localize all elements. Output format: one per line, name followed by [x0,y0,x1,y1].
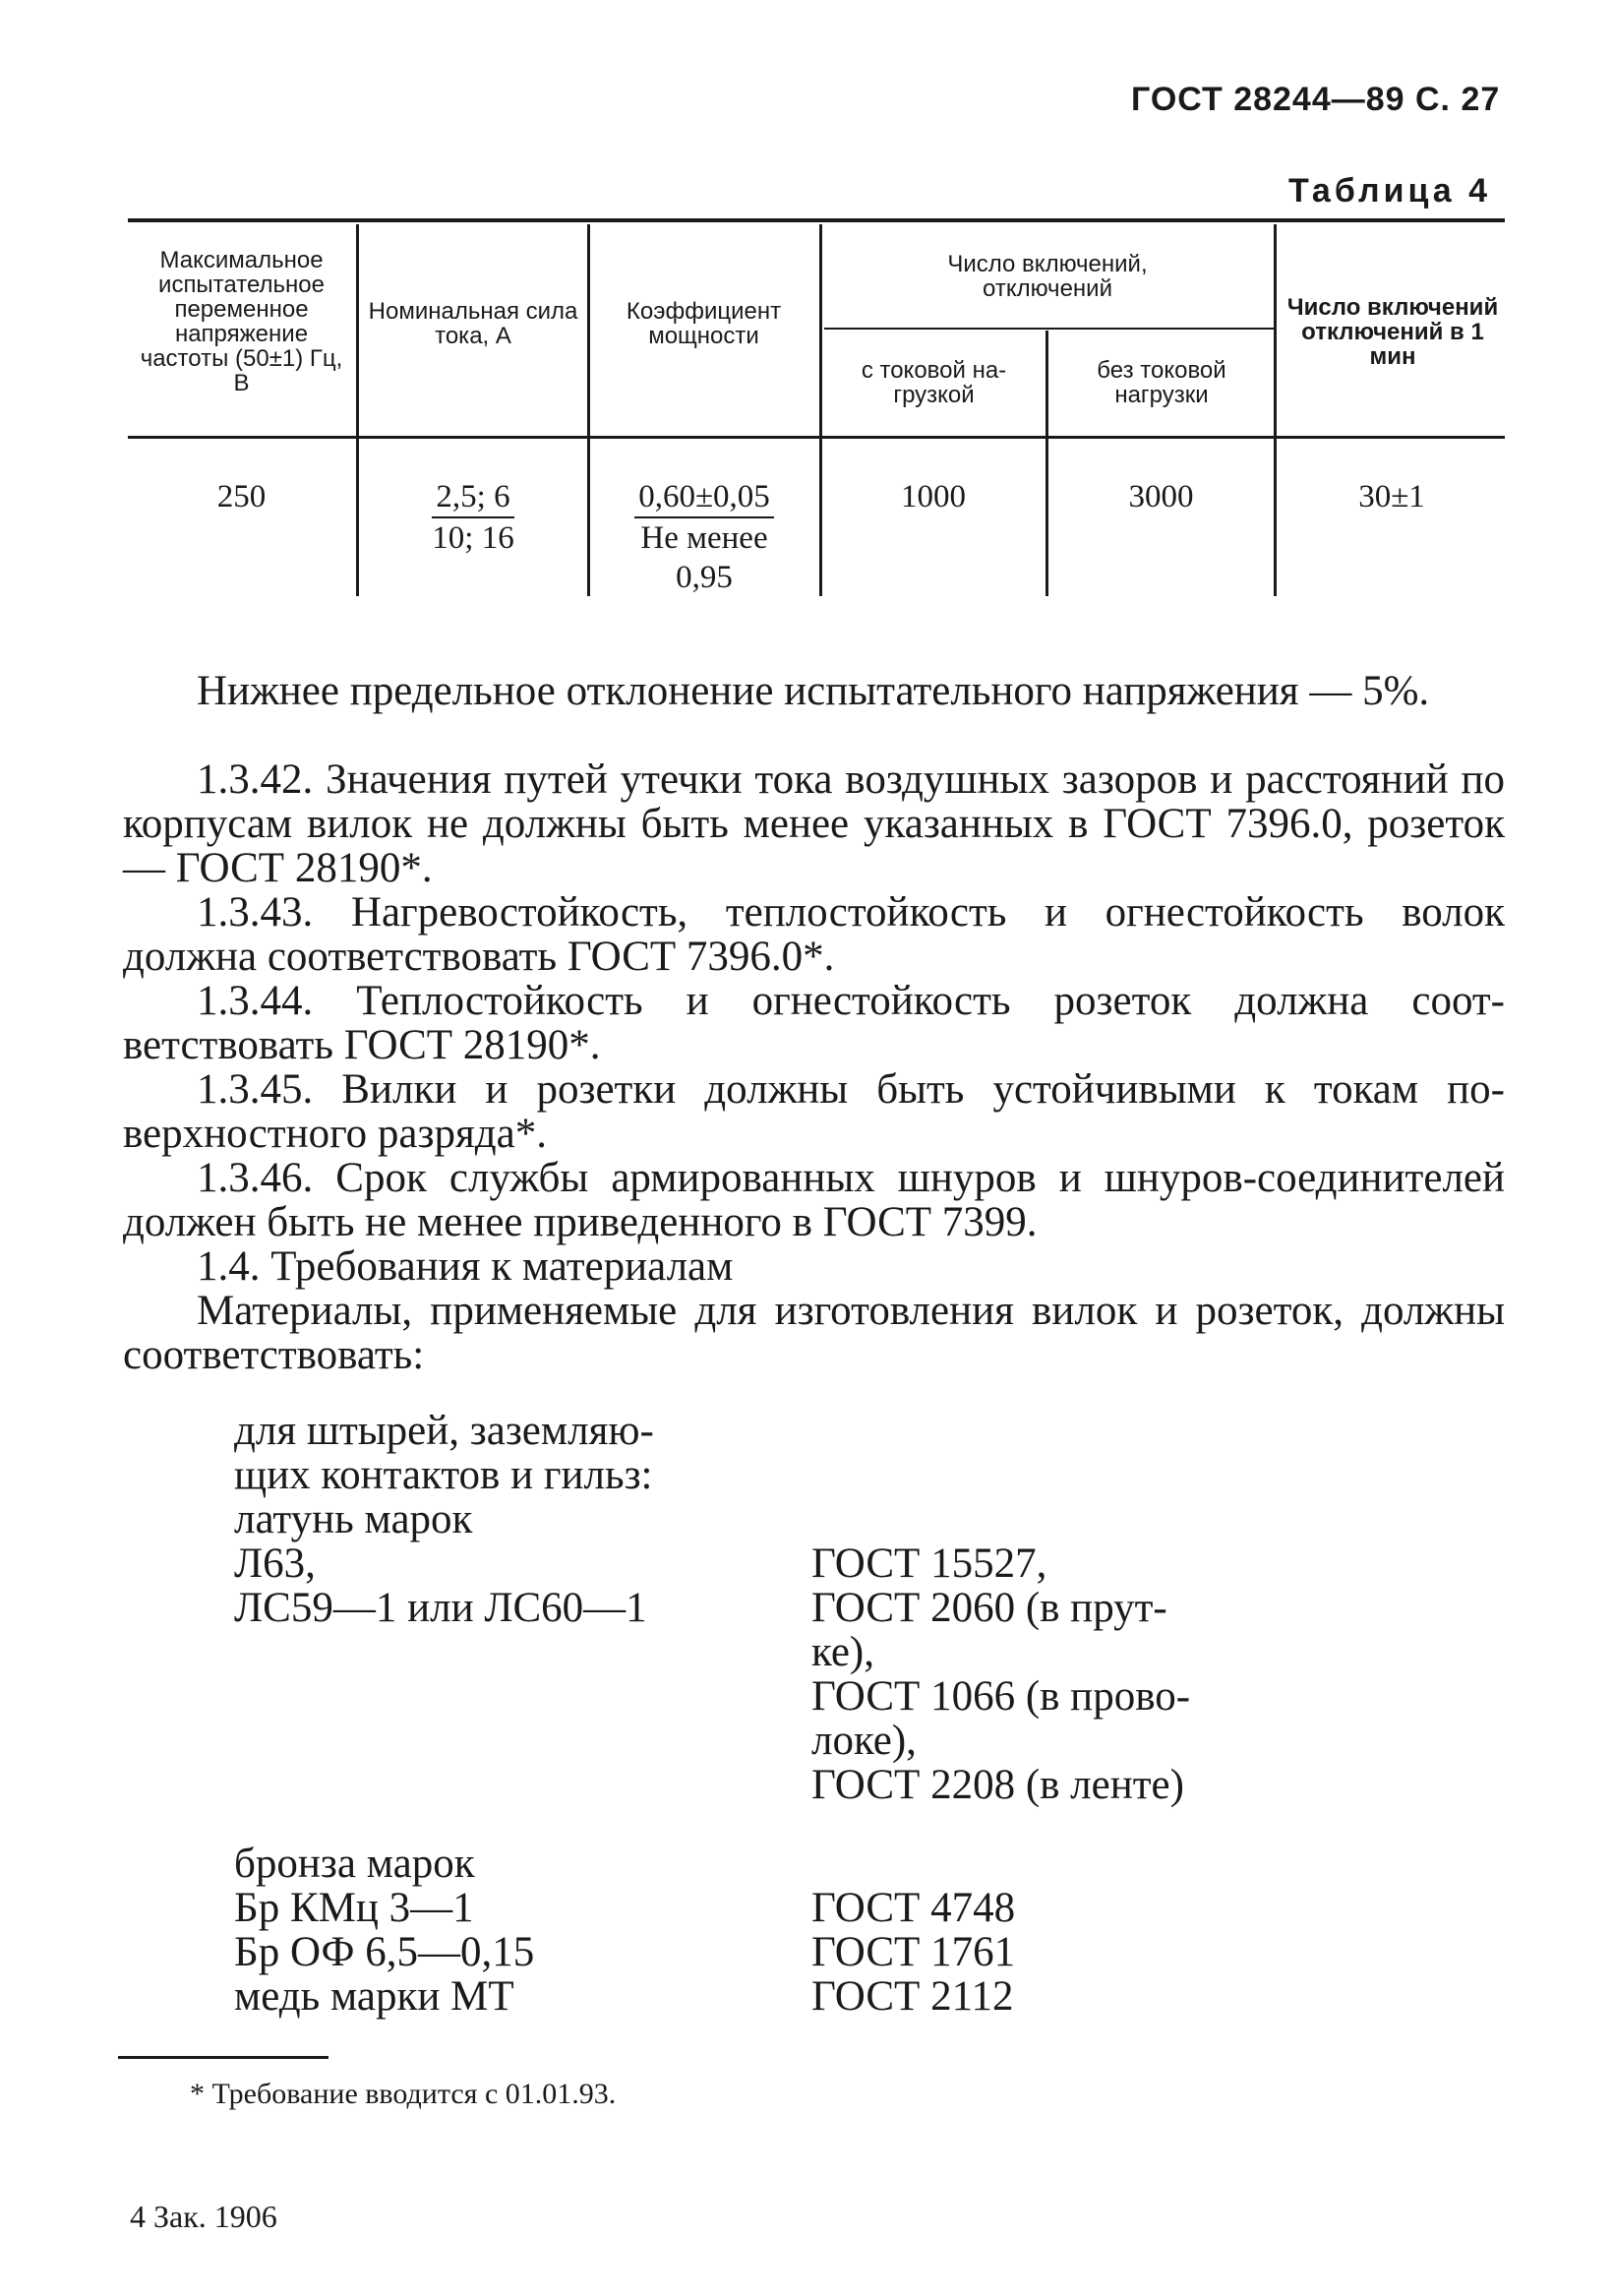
paragraph-1-4: 1.4. Требования к материалам [197,1243,734,1290]
material-standard: ке), [811,1629,874,1675]
paragraph-1-3-46: 1.3.46. Срок службы армированных шнуров и шнуров-соединителей должен быть не менее приведенного в ГОСТ 7399. [123,1155,1505,1245]
header-cycles-group: Число включений, отключений [947,251,1148,302]
pf-bottom-2: 0,95 [676,560,733,595]
col-divider [819,224,822,596]
pf-bottom-1: Не менее [640,520,768,556]
material-left: для штырей, заземляю- [234,1408,654,1454]
paragraph-deviation: Нижнее предельное отклонение испытательного напряжения — 5%. [197,668,1430,714]
material-left: ЛС59—1 или ЛС60—1 [234,1585,647,1631]
pf-top: 0,60±0,05 [634,477,774,518]
running-header: ГОСТ 28244—89 С. 27 [1131,81,1501,118]
header-with-load: с токовой нагрузкой [861,357,1007,408]
material-standard: ГОСТ 2208 (в ленте) [811,1762,1184,1808]
cell-with-load: 1000 [901,479,966,514]
col-divider [1274,224,1277,596]
material-left: медь марки МТ [234,1973,514,2020]
table-header-rule [128,436,1505,439]
material-standard: ГОСТ 2060 (в прут- [811,1585,1167,1631]
material-left: Л63, [234,1541,316,1587]
footnote: * Требование вводится с 01.01.93. [190,2078,617,2110]
paragraph-materials-intro: Материалы, применяемые для изготовления вилок и розеток, должны соответствовать: [123,1288,1505,1378]
col-divider [1045,331,1048,596]
header-current: Номинальная сила тока, А [368,298,578,349]
material-left: бронза марок [234,1841,475,1887]
footnote-rule [118,2056,329,2059]
header-voltage: Максимальное испытательное переменное напряжение частоты (50±1) Гц, В [140,247,343,396]
paragraph-1-3-45: 1.3.45. Вилки и розетки должны быть устойчивыми к токам поверхностного разряда*. [123,1066,1505,1157]
material-standard: ГОСТ 2112 [811,1973,1014,2020]
table-caption: Таблица 4 [1288,172,1492,210]
material-left: латунь марок [234,1496,473,1542]
paragraph-1-3-42: 1.3.42. Значения путей утечки тока воздушных зазоров и расстояний по корпусам вилок не должны быть менее указанных в ГОСТ 7396.0, розеток — ГОСТ 28190*. [123,756,1505,891]
paragraph-1-3-44: 1.3.44. Теплостойкость и огнестойкость розеток должна соответствовать ГОСТ 28190*. [123,978,1505,1068]
material-left: щих контактов и гильз: [234,1452,653,1498]
current-bottom: 10; 16 [432,520,514,556]
paragraph-1-3-43: 1.3.43. Нагревостойкость, теплостойкость и огнестойкость волок должна соответствовать ГОСТ 7396.0*. [123,889,1505,980]
material-left: Бр КМц 3—1 [234,1885,474,1931]
material-standard: ГОСТ 1761 [811,1929,1016,1975]
material-standard: ГОСТ 15527, [811,1541,1047,1587]
material-standard: ГОСТ 1066 (в прово- [811,1673,1191,1720]
material-standard: локе), [811,1718,917,1764]
material-standard: ГОСТ 4748 [811,1885,1016,1931]
table-subheader-rule [824,328,1277,330]
cell-current [360,477,586,558]
cell-voltage: 250 [216,479,267,514]
material-left: Бр ОФ 6,5—0,15 [234,1929,535,1975]
header-per-minute: Число включений отключений в 1 мин [1286,294,1499,370]
table-top-rule [128,218,1505,222]
current-top: 2,5; 6 [432,477,513,518]
header-power-factor: Коэффициент мощности [626,298,782,349]
col-divider [356,224,359,596]
header-without-load: без токовой нагрузки [1097,357,1226,408]
order-number: 4 Зак. 1906 [130,2199,277,2234]
cell-power-factor [590,477,818,597]
cell-without-load: 3000 [1128,479,1194,514]
cell-per-minute: 30±1 [1358,479,1425,514]
